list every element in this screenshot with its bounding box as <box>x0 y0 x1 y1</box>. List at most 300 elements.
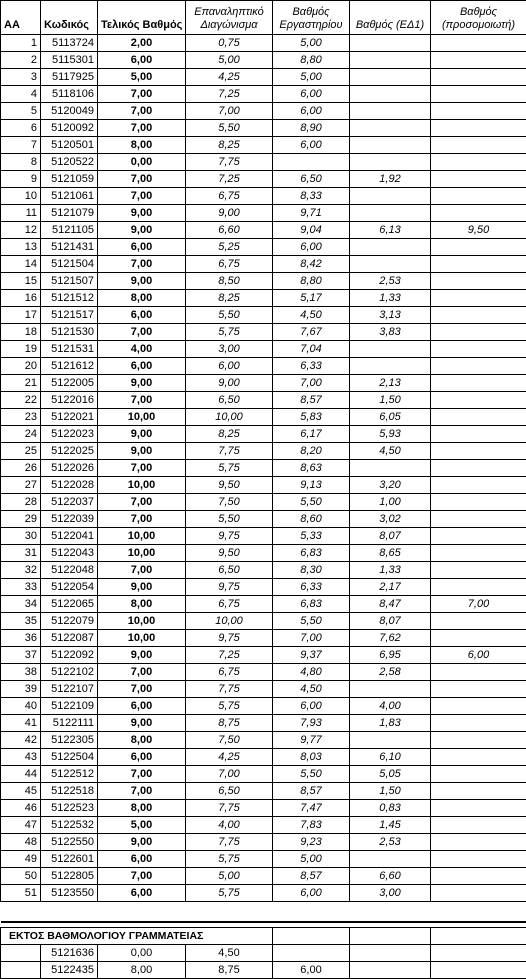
cell-final-grade[interactable]: 10,00 <box>98 477 186 494</box>
cell-ed1[interactable] <box>350 460 431 477</box>
cell-final-grade[interactable]: 10,00 <box>98 528 186 545</box>
cell-aa[interactable]: 2 <box>1 52 41 69</box>
cell-ed1[interactable]: 1,50 <box>350 392 431 409</box>
cell-sim[interactable] <box>431 290 526 307</box>
cell-aa[interactable]: 14 <box>1 256 41 273</box>
cell-retake[interactable]: 5,50 <box>186 307 273 324</box>
cell-retake[interactable]: 7,75 <box>186 154 273 171</box>
cell-lab[interactable]: 6,33 <box>273 358 350 375</box>
cell-retake[interactable]: 7,25 <box>186 647 273 664</box>
cell-lab[interactable]: 7,00 <box>273 375 350 392</box>
cell-code[interactable]: 5120501 <box>41 137 98 154</box>
cell-aa[interactable]: 37 <box>1 647 41 664</box>
cell-lab[interactable]: 6,00 <box>273 239 350 256</box>
cell-code[interactable]: 5121530 <box>41 324 98 341</box>
cell-sim[interactable] <box>431 171 526 188</box>
cell-aa[interactable]: 7 <box>1 137 41 154</box>
cell-final-grade[interactable]: 5,00 <box>98 69 186 86</box>
cell-aa[interactable]: 18 <box>1 324 41 341</box>
cell-final-grade[interactable]: 6,00 <box>98 885 186 902</box>
cell-ed1[interactable]: 6,95 <box>350 647 431 664</box>
cell-retake[interactable]: 7,00 <box>186 103 273 120</box>
cell-lab[interactable]: 5,33 <box>273 528 350 545</box>
cell-ed1[interactable]: 8,07 <box>350 613 431 630</box>
cell-retake[interactable]: 6,50 <box>186 392 273 409</box>
cell-final-grade[interactable]: 7,00 <box>98 766 186 783</box>
cell-final-grade[interactable]: 2,00 <box>98 35 186 52</box>
cell-aa[interactable]: 47 <box>1 817 41 834</box>
cell-retake[interactable]: 9,00 <box>186 205 273 222</box>
cell-ed1[interactable]: 6,05 <box>350 409 431 426</box>
cell-final-grade[interactable]: 7,00 <box>98 681 186 698</box>
cell-lab[interactable]: 9,04 <box>273 222 350 239</box>
cell-aa[interactable]: 27 <box>1 477 41 494</box>
cell-ed1[interactable]: 1,92 <box>350 171 431 188</box>
cell-final-grade[interactable]: 9,00 <box>98 205 186 222</box>
cell-lab[interactable]: 8,60 <box>273 511 350 528</box>
cell-sim[interactable] <box>431 392 526 409</box>
cell-final-grade[interactable]: 0,00 <box>98 154 186 171</box>
cell-ed1[interactable]: 7,62 <box>350 630 431 647</box>
cell-lab[interactable]: 8,80 <box>273 52 350 69</box>
cell-aa[interactable]: 26 <box>1 460 41 477</box>
cell-code[interactable]: 5122518 <box>41 783 98 800</box>
cell-lab[interactable]: 7,93 <box>273 715 350 732</box>
cell-sim[interactable] <box>431 834 526 851</box>
cell-final-grade[interactable]: 7,00 <box>98 494 186 511</box>
cell-aa[interactable]: 51 <box>1 885 41 902</box>
cell-retake[interactable]: 9,50 <box>186 477 273 494</box>
cell-aa[interactable]: 10 <box>1 188 41 205</box>
cell-code[interactable]: 5122005 <box>41 375 98 392</box>
cell-final-grade[interactable]: 6,00 <box>98 239 186 256</box>
cell-final-grade[interactable]: 7,00 <box>98 868 186 885</box>
cell-aa[interactable]: 33 <box>1 579 41 596</box>
cell-retake[interactable]: 7,50 <box>186 494 273 511</box>
cell-sim[interactable] <box>431 664 526 681</box>
cell-retake[interactable]: 7,25 <box>186 171 273 188</box>
cell-sim[interactable] <box>431 358 526 375</box>
cell-ed1[interactable]: 8,47 <box>350 596 431 613</box>
cell-lab[interactable] <box>273 154 350 171</box>
cell-lab[interactable]: 8,33 <box>273 188 350 205</box>
cell-sim[interactable] <box>431 188 526 205</box>
cell-aa[interactable]: 28 <box>1 494 41 511</box>
cell-ed1[interactable] <box>350 86 431 103</box>
cell-retake[interactable]: 7,25 <box>186 86 273 103</box>
cell-aa[interactable]: 35 <box>1 613 41 630</box>
cell-final-grade[interactable]: 10,00 <box>98 630 186 647</box>
cell-ed1[interactable] <box>350 945 431 962</box>
cell-final-grade[interactable]: 10,00 <box>98 545 186 562</box>
cell-sim[interactable] <box>431 613 526 630</box>
cell-sim[interactable] <box>431 749 526 766</box>
cell-ed1[interactable]: 3,20 <box>350 477 431 494</box>
cell-code[interactable]: 5122504 <box>41 749 98 766</box>
cell-code[interactable]: 5121431 <box>41 239 98 256</box>
cell-code[interactable]: 5121507 <box>41 273 98 290</box>
cell-retake[interactable]: 10,00 <box>186 613 273 630</box>
cell-sim[interactable] <box>431 885 526 902</box>
cell-lab[interactable]: 5,17 <box>273 290 350 307</box>
cell-aa[interactable]: 32 <box>1 562 41 579</box>
cell-aa[interactable]: 40 <box>1 698 41 715</box>
cell-aa[interactable]: 36 <box>1 630 41 647</box>
cell-final-grade[interactable]: 9,00 <box>98 375 186 392</box>
cell-code[interactable]: 5122512 <box>41 766 98 783</box>
cell-retake[interactable]: 8,25 <box>186 290 273 307</box>
cell-lab[interactable]: 9,77 <box>273 732 350 749</box>
cell-sim[interactable] <box>431 154 526 171</box>
cell-sim[interactable] <box>431 868 526 885</box>
cell-lab[interactable]: 8,57 <box>273 392 350 409</box>
header-aa[interactable]: AA <box>1 1 41 35</box>
cell-aa[interactable]: 6 <box>1 120 41 137</box>
cell-aa[interactable]: 45 <box>1 783 41 800</box>
cell-sim[interactable] <box>431 511 526 528</box>
cell-lab[interactable]: 4,50 <box>273 307 350 324</box>
cell-final-grade[interactable]: 8,00 <box>98 290 186 307</box>
cell-retake[interactable]: 6,75 <box>186 188 273 205</box>
cell-ed1[interactable]: 1,83 <box>350 715 431 732</box>
cell-lab[interactable]: 6,83 <box>273 596 350 613</box>
cell-lab[interactable]: 7,83 <box>273 817 350 834</box>
cell-ed1[interactable]: 3,13 <box>350 307 431 324</box>
cell-retake[interactable]: 6,75 <box>186 256 273 273</box>
cell-retake[interactable]: 10,00 <box>186 409 273 426</box>
cell-retake[interactable]: 4,25 <box>186 69 273 86</box>
cell-ed1[interactable]: 1,00 <box>350 494 431 511</box>
cell-retake[interactable]: 8,50 <box>186 273 273 290</box>
cell-code[interactable]: 5122021 <box>41 409 98 426</box>
cell-aa[interactable]: 11 <box>1 205 41 222</box>
cell-final-grade[interactable]: 10,00 <box>98 409 186 426</box>
cell-aa[interactable]: 8 <box>1 154 41 171</box>
extra-section-title[interactable]: ΕΚΤΟΣ ΒΑΘΜΟΛΟΓΙΟΥ ΓΡΑΜΜΑΤΕΙΑΣ <box>1 928 273 945</box>
cell-code[interactable]: 5121059 <box>41 171 98 188</box>
cell-aa[interactable]: 20 <box>1 358 41 375</box>
cell-final-grade[interactable]: 7,00 <box>98 783 186 800</box>
cell-sim[interactable] <box>431 698 526 715</box>
header-sim-grade[interactable] <box>431 1 526 35</box>
cell-lab[interactable]: 9,23 <box>273 834 350 851</box>
cell-retake[interactable]: 6,50 <box>186 562 273 579</box>
cell-final-grade[interactable]: 4,00 <box>98 341 186 358</box>
cell-final-grade[interactable]: 6,00 <box>98 307 186 324</box>
empty-cell[interactable] <box>431 928 526 945</box>
cell-retake[interactable]: 6,60 <box>186 222 273 239</box>
cell-aa[interactable]: 19 <box>1 341 41 358</box>
cell-code[interactable]: 5122026 <box>41 460 98 477</box>
cell-code[interactable]: 5122092 <box>41 647 98 664</box>
cell-code[interactable]: 5121079 <box>41 205 98 222</box>
cell-lab[interactable]: 8,80 <box>273 273 350 290</box>
cell-ed1[interactable]: 2,58 <box>350 664 431 681</box>
cell-lab[interactable]: 6,50 <box>273 171 350 188</box>
cell-lab[interactable]: 6,00 <box>273 103 350 120</box>
cell-sim[interactable] <box>431 477 526 494</box>
cell-ed1[interactable]: 5,05 <box>350 766 431 783</box>
cell-lab[interactable]: 7,67 <box>273 324 350 341</box>
cell-code[interactable]: 5122550 <box>41 834 98 851</box>
cell-ed1[interactable]: 1,50 <box>350 783 431 800</box>
cell-final-grade[interactable]: 8,00 <box>98 800 186 817</box>
cell-ed1[interactable]: 3,83 <box>350 324 431 341</box>
cell-final-grade[interactable]: 7,00 <box>98 86 186 103</box>
cell-ed1[interactable] <box>350 52 431 69</box>
cell-lab[interactable]: 8,90 <box>273 120 350 137</box>
cell-sim[interactable] <box>431 341 526 358</box>
cell-ed1[interactable] <box>350 69 431 86</box>
cell-ed1[interactable] <box>350 120 431 137</box>
cell-lab[interactable]: 9,71 <box>273 205 350 222</box>
cell-sim[interactable] <box>431 562 526 579</box>
cell-sim[interactable] <box>431 69 526 86</box>
cell-aa[interactable] <box>1 945 41 962</box>
cell-final-grade[interactable]: 8,00 <box>98 137 186 154</box>
cell-sim[interactable] <box>431 494 526 511</box>
cell-code[interactable]: 5122016 <box>41 392 98 409</box>
cell-retake[interactable]: 3,00 <box>186 341 273 358</box>
cell-final-grade[interactable]: 0,00 <box>98 945 186 962</box>
cell-final-grade[interactable]: 7,00 <box>98 171 186 188</box>
header-retake-exam[interactable] <box>186 1 273 35</box>
cell-sim[interactable] <box>431 205 526 222</box>
cell-lab[interactable]: 7,00 <box>273 630 350 647</box>
cell-aa[interactable]: 41 <box>1 715 41 732</box>
cell-final-grade[interactable]: 7,00 <box>98 103 186 120</box>
cell-code[interactable]: 5121636 <box>41 945 98 962</box>
cell-retake[interactable]: 5,75 <box>186 698 273 715</box>
cell-ed1[interactable]: 0,83 <box>350 800 431 817</box>
cell-ed1[interactable] <box>350 341 431 358</box>
cell-final-grade[interactable]: 9,00 <box>98 715 186 732</box>
cell-code[interactable]: 5121504 <box>41 256 98 273</box>
cell-aa[interactable]: 46 <box>1 800 41 817</box>
cell-final-grade[interactable]: 6,00 <box>98 749 186 766</box>
cell-lab[interactable]: 4,80 <box>273 664 350 681</box>
cell-retake[interactable]: 9,50 <box>186 545 273 562</box>
cell-aa[interactable]: 39 <box>1 681 41 698</box>
cell-lab[interactable]: 6,83 <box>273 545 350 562</box>
cell-lab[interactable]: 8,30 <box>273 562 350 579</box>
cell-ed1[interactable]: 5,93 <box>350 426 431 443</box>
cell-code[interactable]: 5118106 <box>41 86 98 103</box>
cell-final-grade[interactable]: 6,00 <box>98 52 186 69</box>
cell-lab[interactable]: 8,20 <box>273 443 350 460</box>
cell-ed1[interactable]: 2,13 <box>350 375 431 392</box>
cell-retake[interactable]: 5,75 <box>186 460 273 477</box>
cell-sim[interactable] <box>431 375 526 392</box>
cell-final-grade[interactable]: 7,00 <box>98 392 186 409</box>
cell-final-grade[interactable]: 6,00 <box>98 851 186 868</box>
cell-retake[interactable]: 6,00 <box>186 358 273 375</box>
cell-ed1[interactable]: 1,33 <box>350 290 431 307</box>
cell-sim[interactable] <box>431 817 526 834</box>
cell-sim[interactable] <box>431 783 526 800</box>
cell-sim[interactable]: 7,00 <box>431 596 526 613</box>
cell-sim[interactable] <box>431 137 526 154</box>
cell-retake[interactable]: 7,50 <box>186 732 273 749</box>
cell-lab[interactable]: 8,57 <box>273 868 350 885</box>
cell-ed1[interactable] <box>350 851 431 868</box>
cell-final-grade[interactable]: 7,00 <box>98 256 186 273</box>
cell-code[interactable]: 5122111 <box>41 715 98 732</box>
cell-final-grade[interactable]: 9,00 <box>98 647 186 664</box>
cell-retake[interactable]: 7,75 <box>186 443 273 460</box>
cell-sim[interactable] <box>431 239 526 256</box>
cell-sim[interactable] <box>431 732 526 749</box>
cell-sim[interactable] <box>431 86 526 103</box>
cell-code[interactable]: 5122532 <box>41 817 98 834</box>
cell-ed1[interactable]: 1,33 <box>350 562 431 579</box>
cell-sim[interactable] <box>431 307 526 324</box>
cell-code[interactable]: 5122039 <box>41 511 98 528</box>
cell-aa[interactable]: 5 <box>1 103 41 120</box>
cell-ed1[interactable]: 8,65 <box>350 545 431 562</box>
cell-code[interactable]: 5122043 <box>41 545 98 562</box>
cell-code[interactable]: 5122601 <box>41 851 98 868</box>
cell-code[interactable]: 5123550 <box>41 885 98 902</box>
cell-final-grade[interactable]: 7,00 <box>98 562 186 579</box>
cell-ed1[interactable]: 2,53 <box>350 273 431 290</box>
cell-lab[interactable]: 6,00 <box>273 885 350 902</box>
cell-ed1[interactable] <box>350 137 431 154</box>
cell-final-grade[interactable]: 8,00 <box>98 596 186 613</box>
cell-retake[interactable]: 5,00 <box>186 52 273 69</box>
cell-ed1[interactable]: 3,02 <box>350 511 431 528</box>
cell-aa[interactable]: 22 <box>1 392 41 409</box>
cell-aa[interactable]: 3 <box>1 69 41 86</box>
cell-final-grade[interactable]: 9,00 <box>98 443 186 460</box>
cell-ed1[interactable] <box>350 103 431 120</box>
cell-ed1[interactable]: 4,50 <box>350 443 431 460</box>
cell-aa[interactable]: 17 <box>1 307 41 324</box>
cell-code[interactable]: 5122079 <box>41 613 98 630</box>
cell-sim[interactable] <box>431 409 526 426</box>
cell-sim[interactable] <box>431 256 526 273</box>
cell-lab[interactable] <box>273 945 350 962</box>
cell-code[interactable]: 5122028 <box>41 477 98 494</box>
header-final-grade[interactable]: Τελικός Βαθμός <box>98 1 186 35</box>
cell-aa[interactable]: 1 <box>1 35 41 52</box>
cell-sim[interactable] <box>431 52 526 69</box>
empty-cell[interactable] <box>273 928 350 945</box>
cell-aa[interactable]: 43 <box>1 749 41 766</box>
cell-code[interactable]: 5121517 <box>41 307 98 324</box>
cell-sim[interactable] <box>431 426 526 443</box>
cell-retake[interactable]: 7,75 <box>186 681 273 698</box>
cell-ed1[interactable] <box>350 154 431 171</box>
cell-code[interactable]: 5122523 <box>41 800 98 817</box>
cell-ed1[interactable] <box>350 188 431 205</box>
empty-cell[interactable] <box>350 928 431 945</box>
cell-retake[interactable]: 8,75 <box>186 962 273 979</box>
cell-lab[interactable]: 5,50 <box>273 613 350 630</box>
cell-aa[interactable]: 25 <box>1 443 41 460</box>
cell-retake[interactable]: 7,75 <box>186 834 273 851</box>
cell-sim[interactable] <box>431 945 526 962</box>
cell-code[interactable]: 5122041 <box>41 528 98 545</box>
cell-aa[interactable]: 15 <box>1 273 41 290</box>
cell-sim[interactable]: 6,00 <box>431 647 526 664</box>
cell-aa[interactable]: 9 <box>1 171 41 188</box>
cell-final-grade[interactable]: 7,00 <box>98 460 186 477</box>
cell-code[interactable]: 5121512 <box>41 290 98 307</box>
cell-sim[interactable] <box>431 851 526 868</box>
cell-sim[interactable] <box>431 324 526 341</box>
cell-ed1[interactable]: 8,07 <box>350 528 431 545</box>
cell-aa[interactable]: 24 <box>1 426 41 443</box>
cell-final-grade[interactable]: 10,00 <box>98 613 186 630</box>
cell-code[interactable]: 5122107 <box>41 681 98 698</box>
cell-ed1[interactable]: 2,53 <box>350 834 431 851</box>
cell-final-grade[interactable]: 7,00 <box>98 664 186 681</box>
cell-retake[interactable]: 8,25 <box>186 137 273 154</box>
cell-ed1[interactable] <box>350 358 431 375</box>
cell-lab[interactable]: 6,17 <box>273 426 350 443</box>
cell-lab[interactable]: 6,33 <box>273 579 350 596</box>
cell-code[interactable]: 5121612 <box>41 358 98 375</box>
cell-ed1[interactable]: 6,60 <box>350 868 431 885</box>
cell-sim[interactable] <box>431 103 526 120</box>
cell-ed1[interactable] <box>350 256 431 273</box>
cell-aa[interactable]: 48 <box>1 834 41 851</box>
cell-retake[interactable]: 9,75 <box>186 630 273 647</box>
cell-sim[interactable] <box>431 681 526 698</box>
cell-code[interactable]: 5122025 <box>41 443 98 460</box>
cell-lab[interactable]: 8,42 <box>273 256 350 273</box>
cell-final-grade[interactable]: 7,00 <box>98 324 186 341</box>
cell-aa[interactable]: 44 <box>1 766 41 783</box>
cell-lab[interactable]: 8,57 <box>273 783 350 800</box>
cell-final-grade[interactable]: 7,00 <box>98 511 186 528</box>
cell-ed1[interactable]: 6,10 <box>350 749 431 766</box>
cell-final-grade[interactable]: 9,00 <box>98 426 186 443</box>
cell-retake[interactable]: 9,75 <box>186 579 273 596</box>
cell-aa[interactable]: 16 <box>1 290 41 307</box>
cell-sim[interactable] <box>431 528 526 545</box>
cell-retake[interactable]: 5,75 <box>186 851 273 868</box>
cell-retake[interactable]: 5,50 <box>186 120 273 137</box>
cell-retake[interactable]: 6,75 <box>186 596 273 613</box>
cell-sim[interactable] <box>431 120 526 137</box>
header-lab-grade[interactable] <box>273 1 350 35</box>
cell-retake[interactable]: 4,00 <box>186 817 273 834</box>
cell-lab[interactable]: 5,00 <box>273 35 350 52</box>
cell-retake[interactable]: 4,50 <box>186 945 273 962</box>
cell-code[interactable]: 5122102 <box>41 664 98 681</box>
cell-final-grade[interactable]: 9,00 <box>98 273 186 290</box>
cell-aa[interactable]: 50 <box>1 868 41 885</box>
cell-final-grade[interactable]: 9,00 <box>98 222 186 239</box>
cell-final-grade[interactable]: 7,00 <box>98 188 186 205</box>
cell-code[interactable]: 5122805 <box>41 868 98 885</box>
cell-sim[interactable] <box>431 545 526 562</box>
cell-final-grade[interactable]: 9,00 <box>98 579 186 596</box>
cell-lab[interactable]: 8,03 <box>273 749 350 766</box>
cell-lab[interactable]: 4,50 <box>273 681 350 698</box>
cell-code[interactable]: 5122048 <box>41 562 98 579</box>
cell-sim[interactable] <box>431 800 526 817</box>
cell-code[interactable]: 5122023 <box>41 426 98 443</box>
cell-aa[interactable]: 30 <box>1 528 41 545</box>
cell-code[interactable]: 5122065 <box>41 596 98 613</box>
cell-lab[interactable]: 5,00 <box>273 851 350 868</box>
cell-lab[interactable]: 6,00 <box>273 698 350 715</box>
cell-code[interactable]: 5120049 <box>41 103 98 120</box>
cell-code[interactable]: 5122087 <box>41 630 98 647</box>
